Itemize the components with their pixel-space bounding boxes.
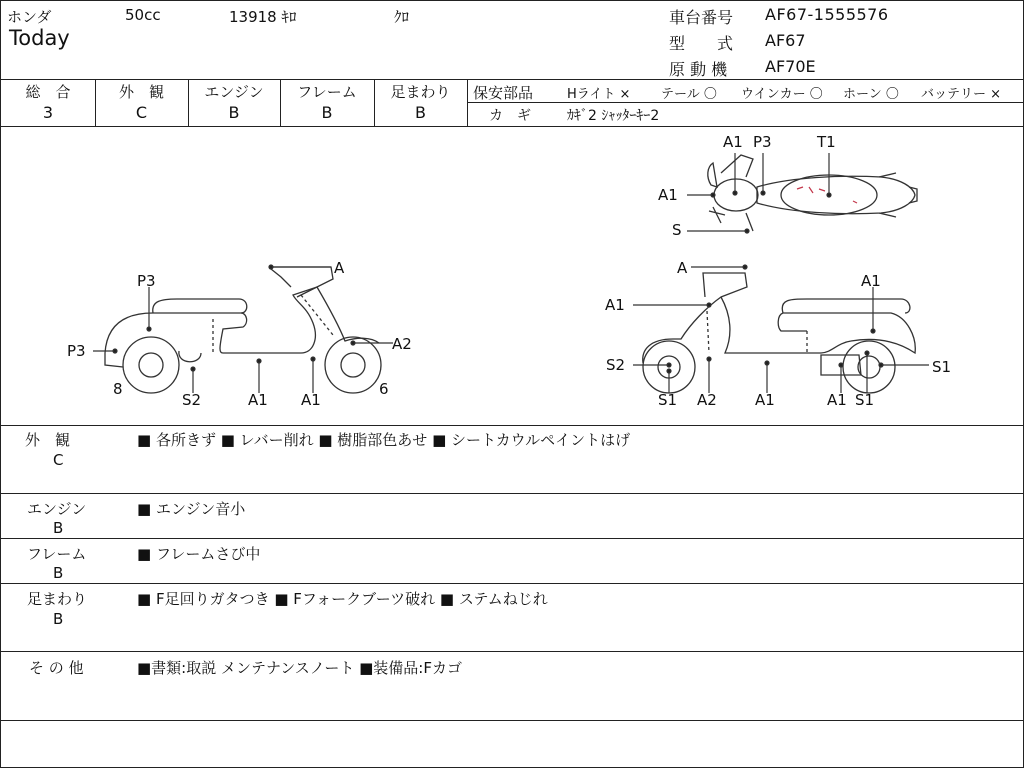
diagram-label: A1 — [658, 186, 678, 204]
diagram-label: A2 — [392, 335, 412, 353]
grade-engine-label: エンジン — [204, 83, 264, 101]
diagram-label: S1 — [855, 391, 875, 409]
safety-item-name: ホーン — [843, 87, 882, 102]
diagram-label: S — [672, 221, 682, 239]
grade-overall-label: 総 合 — [25, 83, 71, 101]
safety-headlight — [567, 83, 630, 102]
grade-suspension-label: 足まわり — [390, 83, 451, 101]
diagram-label: P3 — [753, 133, 772, 151]
note-frame-label: フレーム — [27, 545, 87, 563]
safety-item-mark: × — [619, 87, 631, 102]
safety-item-name: ウインカー — [741, 87, 806, 102]
safety-item-mark: 〇 — [809, 87, 823, 102]
diagram-label: S2 — [606, 356, 626, 374]
diagram-label: P3 — [67, 342, 86, 360]
diagram-label: A — [334, 259, 345, 277]
safety-winker — [741, 83, 823, 102]
grade-overall-value: 3 — [42, 103, 54, 122]
diagram-label: A — [677, 259, 688, 277]
grade-frame-label: フレーム — [297, 83, 357, 101]
type-label: 型 式 — [669, 34, 734, 53]
note-other-label: そ の 他 — [29, 659, 84, 677]
note-exterior-grade: C — [53, 451, 64, 469]
damage-diagram — [1, 127, 1023, 425]
safety-item-name: Hライト — [567, 87, 616, 102]
grade-suspension-value: B — [415, 103, 426, 122]
grade-exterior-value: C — [135, 103, 148, 122]
diagram-label: P3 — [137, 272, 156, 290]
safety-divider — [467, 102, 1023, 103]
safety-item-mark: 〇 — [885, 87, 899, 102]
note-engine-label: エンジン — [27, 500, 87, 518]
note-exterior-text: ■ 各所きず ■ レバー削れ ■ 樹脂部色あせ ■ シートカウルペイントはげ — [137, 431, 631, 449]
grade-engine-value: B — [228, 103, 240, 122]
grade-exterior-label: 外 観 — [118, 83, 164, 101]
note-engine-text: ■ エンジン音小 — [137, 500, 246, 518]
note-exterior-label: 外 観 — [25, 431, 71, 449]
diagram-label: A1 — [301, 391, 321, 409]
diagram-label: 6 — [379, 380, 389, 398]
note-engine-grade: B — [53, 519, 64, 537]
key-label: カ ギ — [489, 108, 531, 124]
displacement: 50cc — [125, 6, 161, 24]
safety-tail — [661, 83, 717, 102]
diagram-label: A1 — [755, 391, 775, 409]
maker: ホンダ — [7, 8, 52, 26]
grade-frame-value: B — [321, 103, 333, 122]
color: ｸﾛ — [394, 8, 410, 26]
engine-value: AF70E — [765, 57, 816, 76]
note-suspension-label: 足まわり — [27, 590, 88, 608]
diagram-label: S1 — [932, 358, 952, 376]
note-other-text: ■書類:取説 メンテナンスノート ■装備品:Fカゴ — [137, 659, 462, 677]
safety-item-mark: 〇 — [703, 87, 717, 102]
frame-no-label: 車台番号 — [669, 8, 734, 27]
safety-horn — [843, 83, 899, 102]
diagram-label: A1 — [861, 272, 881, 290]
diagram-label: A1 — [248, 391, 268, 409]
model-name: Today — [9, 26, 70, 50]
diagram-label: S1 — [658, 391, 678, 409]
note-frame-grade: B — [53, 564, 64, 582]
note-frame-text: ■ フレームさび中 — [137, 545, 261, 563]
note-suspension-text: ■ F足回りガタつき ■ Fフォークブーツ破れ ■ ステムねじれ — [137, 590, 548, 608]
frame-no: AF67-1555576 — [765, 5, 889, 24]
engine-label: 原 動 機 — [669, 60, 728, 79]
type-value: AF67 — [765, 31, 806, 50]
note-suspension-grade: B — [53, 610, 64, 628]
safety-item-name: テール — [661, 87, 700, 102]
diagram-label: A1 — [605, 296, 625, 314]
diagram-label: A1 — [827, 391, 847, 409]
safety-label: 保安部品 — [473, 84, 534, 102]
safety-item-mark: × — [990, 87, 1002, 102]
safety-battery — [921, 83, 1001, 102]
key-value: ｶｷﾞ2 ｼｬｯﾀｰｷｰ2 — [567, 108, 660, 124]
diagram-label: T1 — [817, 133, 836, 151]
safety-item-name: バッテリー — [921, 87, 987, 102]
mileage: 13918 ｷﾛ — [229, 8, 297, 26]
diagram-label: 8 — [113, 380, 123, 398]
diagram-label: A2 — [697, 391, 717, 409]
diagram-label: S2 — [182, 391, 202, 409]
diagram-label: A1 — [723, 133, 743, 151]
